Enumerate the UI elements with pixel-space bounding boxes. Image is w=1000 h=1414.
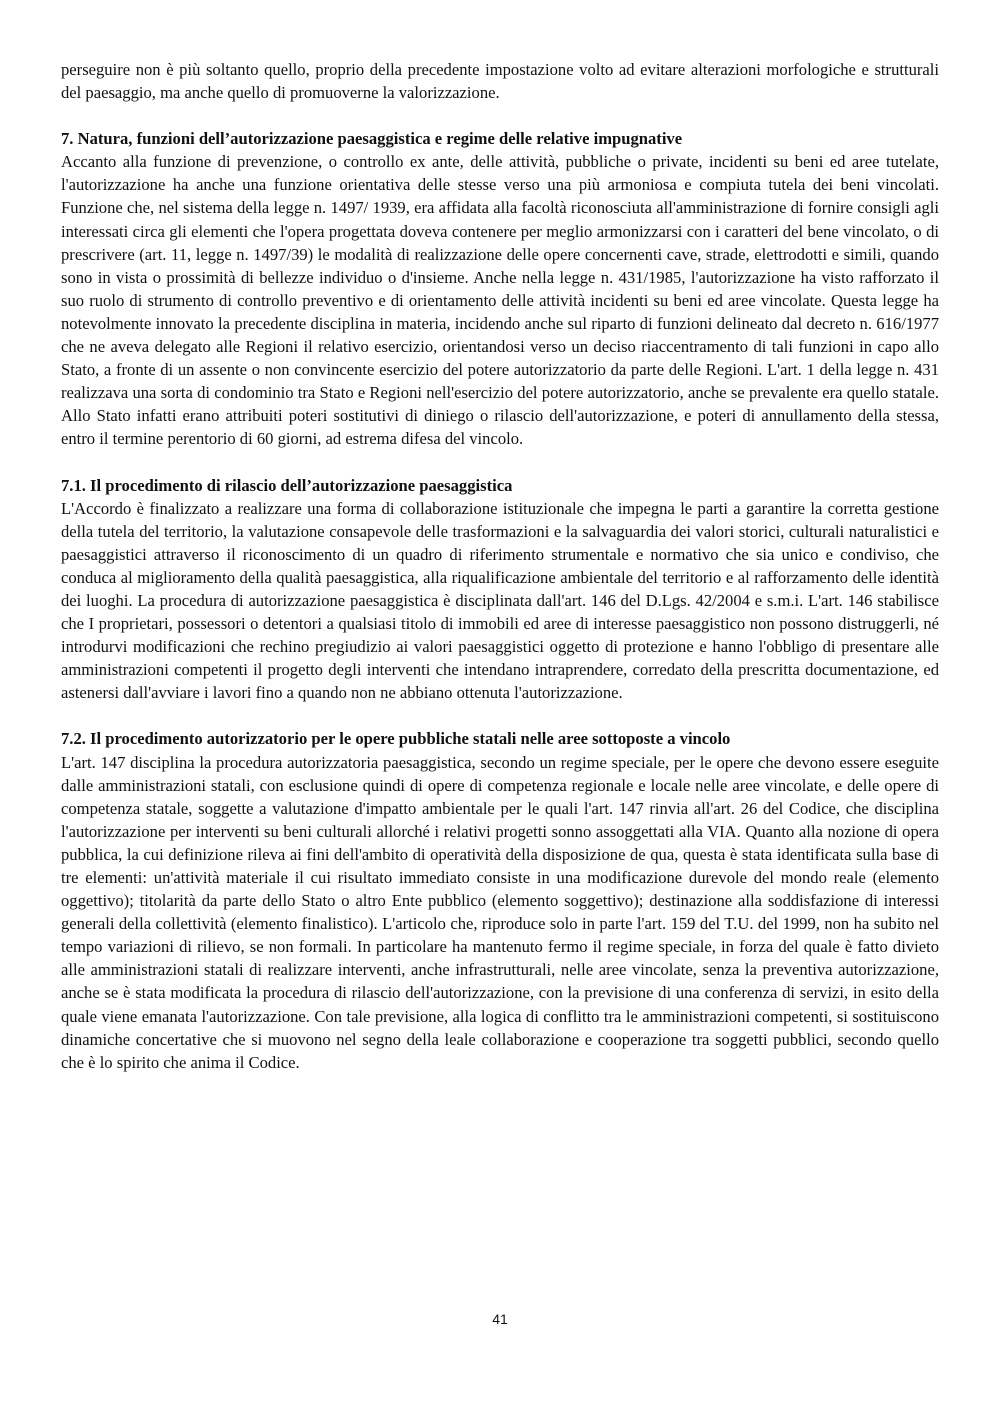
section-7-1 [61, 474, 939, 705]
section-body: L'art. 147 disciplina la procedura autorizzatoria paesaggistica, secondo un regime speciale, per le opere che devono essere eseguite dalle amministrazioni statali, con esclusione quindi di opere di competenza regionale e locale nelle aree vincolate, e delle opere di competenza statale, soggette a valutazione d'impatto ambientale per le quali l'art. 147 rinvia all'art. 26 del Codice, che disciplina l'autorizzazione per interventi su beni culturali allorché i relativi progetti sonno assoggettati alla VIA. Quanto alla nozione di opera pubblica, la cui definizione rileva ai fini dell'ambito di operatività della disposizione de qua, questa è stata identificata sulla base di tre elementi: un'attività materiale il cui risultato immediato consiste in una modificazione durevole del mondo reale (elemento oggettivo); titolarità da parte dello Stato o altro Ente pubblico (elemento soggettivo); destinazione alla soddisfazione di interessi generali della collettività (elemento finalistico). L'articolo che, riproduce solo in parte l'art. 159 del T.U. del 1999, non ha subito nel tempo variazioni di rilievo, se non formali. In particolare ha mantenuto fermo il regime speciale, in forza del quale è fatto divieto alle amministrazioni statali di realizzare interventi, anche infrastrutturali, nelle aree vincolate, senza la preventiva autorizzazione, anche se è stata modificata la procedura di rilascio dell'autorizzazione, con la previsione di una conferenza di servizi, in esito della quale viene emanata l'autorizzazione. Con tale previsione, alla logica di conflitto tra le amministrazioni competenti, si sostituiscono dinamiche concertative che si muovono nel segno della leale collaborazione e cooperazione tra soggetti pubblici, secondo quello che è lo spirito che anima il Codice. [61, 752, 939, 1072]
section-heading: 7. Natura, funzioni dell’autorizzazione paesaggistica e regime delle relative impugnative [61, 129, 683, 149]
section-body: Accanto alla funzione di prevenzione, o controllo ex ante, delle attività, pubbliche o private, incidenti su beni ed aree tutelate, l'autorizzazione ha anche una funzione orientativa delle stesse verso una più armoniosa e compiuta tutela dei beni vincolati. Funzione che, nel sistema della legge n. 1497/ 1939, era affidata alla facoltà riconosciuta all'amministrazione di fornire consigli agli interessati circa gli elementi che l'opera progettata doveva contenere per meglio armonizzarsi con i caratteri del bene vincolato, o di prescrivere (art. 11, legge n. 1497/39) le modalità di realizzazione delle opere concernenti cave, strade, elettrodotti e simili, quando sono in vista o prossimità di bellezze individuo o d'insieme. Anche nella legge n. 431/1985, l'autorizzazione ha visto rafforzato il suo ruolo di strumento di controllo preventivo e di orientamento delle attività incidenti su beni ed aree vincolate. Questa legge ha notevolmente innovato la precedente disciplina in materia, incidendo anche sul riparto di funzioni delineato dal decreto n. 616/1977 che ne aveva delegato alle Regioni il relativo esercizio, orientandosi verso un deciso riaccentramento di tali funzioni in capo allo Stato, a fronte di un assente o non convincente esercizio del potere autorizzatorio da parte delle Regioni. L'art. 1 della legge n. 431 realizzava una sorta di condominio tra Stato e Regioni nell'esercizio del potere autorizzatorio, anche se prevalente era quello statale. Allo Stato infatti erano attribuiti poteri sostitutivi di diniego o rilascio dell'autorizzazione, e poteri di annullamento della stessa, entro il termine perentorio di 60 giorni, ad estrema difesa del vincolo. [61, 152, 939, 449]
document-page [61, 58, 939, 1074]
section-7 [61, 127, 939, 450]
section-7-2 [61, 727, 939, 1073]
section-body: L'Accordo è finalizzato a realizzare una forma di collaborazione istituzionale che impegna le parti a garantire la corretta gestione della tutela del territorio, la valutazione consapevole delle trasformazioni e la salvaguardia dei valori storici, culturali naturalistici e paesaggistici attraverso il riconoscimento di un quadro di riferimento strumentale e normativo che sia unico e condiviso, che conduca al miglioramento della qualità paesaggistica, alla riqualificazione ambientale del territorio e al rafforzamento delle identità dei luoghi. La procedura di autorizzazione paesaggistica è disciplinata dall'art. 146 del D.Lgs. 42/2004 e s.m.i. L'art. 146 stabilisce che I proprietari, possessori o detentori a qualsiasi titolo di immobili ed aree di interesse paesaggistico non possono distruggerli, né introdurvi modificazioni che rechino pregiudizio ai valori paesaggistici oggetto di protezione e hanno l'obbligo di presentare alle amministrazioni competenti il progetto degli interventi che intendano intraprendere, corredato della prescritta documentazione, ed astenersi dall'avviare i lavori fino a quando non ne abbiano ottenuta l'autorizzazione. [61, 498, 939, 703]
section-heading: 7.2. Il procedimento autorizzatorio per le opere pubbliche statali nelle aree sottoposte a vincolo [61, 729, 731, 749]
section-heading: 7.1. Il procedimento di rilascio dell’autorizzazione paesaggistica [61, 475, 513, 495]
intro-paragraph: perseguire non è più soltanto quello, proprio della precedente impostazione volto ad evitare alterazioni morfologiche e strutturali del paesaggio, ma anche quello di promuoverne la valorizzazione. [61, 60, 939, 103]
page-number: 41 [492, 1311, 508, 1327]
